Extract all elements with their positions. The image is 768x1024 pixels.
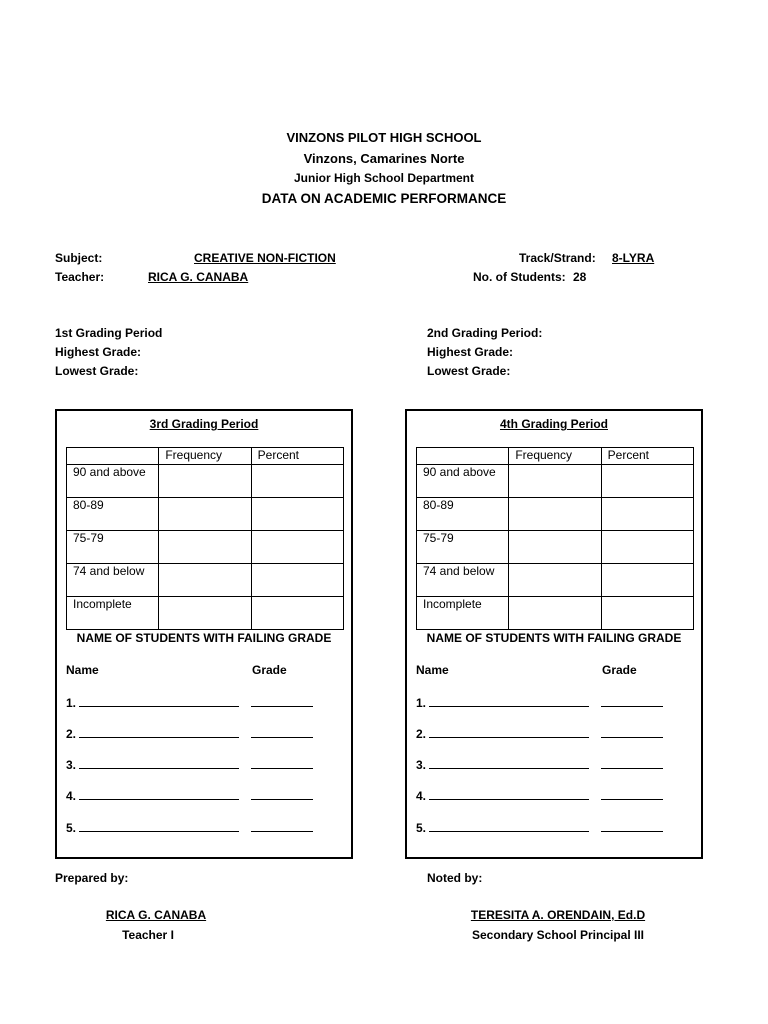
name-blank[interactable] (429, 820, 589, 832)
frequency-cell[interactable] (509, 465, 601, 498)
grade-blank[interactable] (251, 788, 313, 800)
frequency-cell[interactable] (159, 531, 251, 564)
table-row (67, 597, 344, 630)
entry-number: 5. (66, 821, 77, 835)
track-label: Track/Strand: (519, 251, 596, 265)
entry-number: 2. (66, 727, 77, 741)
entry-number: 1. (416, 696, 427, 710)
frequency-cell[interactable] (159, 564, 251, 597)
table-header-percent: Percent (601, 448, 693, 465)
document-title: DATA ON ACADEMIC PERFORMANCE (261, 191, 507, 206)
table-row (417, 498, 694, 531)
failing-entry (66, 695, 313, 710)
failing-entry (66, 820, 313, 835)
name-blank[interactable] (79, 757, 239, 769)
table-header-blank (67, 448, 159, 465)
entry-number: 4. (66, 789, 77, 803)
frequency-cell[interactable] (159, 597, 251, 630)
frequency-cell[interactable] (159, 465, 251, 498)
table-row (67, 564, 344, 597)
row-label: 80-89 (417, 498, 509, 531)
table-row (417, 531, 694, 564)
name-blank[interactable] (79, 820, 239, 832)
frequency-cell[interactable] (509, 597, 601, 630)
noted-by-label: Noted by: (427, 871, 483, 885)
failing-students-heading: NAME OF STUDENTS WITH FAILING GRADE (426, 631, 682, 645)
fourth-period-panel (405, 409, 703, 859)
noter-role: Secondary School Principal III (471, 928, 645, 942)
failing-entry (416, 726, 663, 741)
name-blank[interactable] (79, 695, 239, 707)
percent-cell[interactable] (251, 465, 343, 498)
first-period-label: 1st Grading Period (55, 326, 163, 340)
grade-blank[interactable] (251, 820, 313, 832)
students-label: No. of Students: (473, 270, 566, 284)
failing-entry (416, 788, 663, 803)
name-column-label: Name (416, 663, 449, 677)
name-blank[interactable] (79, 788, 239, 800)
percent-cell[interactable] (251, 531, 343, 564)
frequency-cell[interactable] (159, 498, 251, 531)
first-lowest-label: Lowest Grade: (55, 364, 139, 378)
panel-title: 4th Grading Period (499, 417, 608, 431)
entry-number: 1. (66, 696, 77, 710)
frequency-cell[interactable] (509, 498, 601, 531)
second-lowest-label: Lowest Grade: (427, 364, 511, 378)
row-label: Incomplete (417, 597, 509, 630)
table-row (417, 465, 694, 498)
entry-number: 3. (416, 758, 427, 772)
table-header-frequency: Frequency (509, 448, 601, 465)
percent-cell[interactable] (601, 465, 693, 498)
grade-blank[interactable] (251, 726, 313, 738)
name-blank[interactable] (79, 726, 239, 738)
row-label: 90 and above (67, 465, 159, 498)
teacher-label: Teacher: (55, 270, 105, 284)
entry-number: 2. (416, 727, 427, 741)
track-value: 8-LYRA (612, 251, 655, 265)
name-blank[interactable] (429, 726, 589, 738)
name-blank[interactable] (429, 788, 589, 800)
table-row (417, 564, 694, 597)
subject-label: Subject: (55, 251, 103, 265)
row-label: 74 and below (67, 564, 159, 597)
panel-title: 3rd Grading Period (149, 417, 259, 431)
percent-cell[interactable] (601, 597, 693, 630)
name-blank[interactable] (429, 757, 589, 769)
table-row (417, 597, 694, 630)
failing-entry (66, 788, 313, 803)
row-label: 80-89 (67, 498, 159, 531)
table-row (67, 465, 344, 498)
grade-column-label: Grade (252, 663, 287, 677)
frequency-cell[interactable] (509, 564, 601, 597)
table-header-frequency: Frequency (159, 448, 251, 465)
students-value: 28 (573, 270, 587, 284)
frequency-cell[interactable] (509, 531, 601, 564)
name-column-label: Name (66, 663, 99, 677)
failing-entry (66, 757, 313, 772)
row-label: 90 and above (417, 465, 509, 498)
third-period-panel (55, 409, 353, 859)
name-blank[interactable] (429, 695, 589, 707)
row-label: Incomplete (67, 597, 159, 630)
table-row (67, 498, 344, 531)
grade-distribution-table (416, 447, 694, 630)
grade-distribution-table (66, 447, 344, 630)
percent-cell[interactable] (251, 498, 343, 531)
preparer-name: RICA G. CANABA (105, 908, 207, 922)
noter-name: TERESITA A. ORENDAIN, Ed.D (470, 908, 646, 922)
failing-entry (66, 726, 313, 741)
failing-students-heading: NAME OF STUDENTS WITH FAILING GRADE (76, 631, 332, 645)
grade-blank[interactable] (601, 788, 663, 800)
table-header-blank (417, 448, 509, 465)
grade-column-label: Grade (602, 663, 637, 677)
grade-blank[interactable] (601, 820, 663, 832)
grade-blank[interactable] (251, 757, 313, 769)
percent-cell[interactable] (251, 564, 343, 597)
preparer-role: Teacher I (122, 928, 174, 942)
second-period-label: 2nd Grading Period: (427, 326, 543, 340)
table-row (67, 531, 344, 564)
entry-number: 4. (416, 789, 427, 803)
percent-cell[interactable] (251, 597, 343, 630)
first-highest-label: Highest Grade: (55, 345, 142, 359)
school-name: VINZONS PILOT HIGH SCHOOL (286, 130, 482, 145)
row-label: 74 and below (417, 564, 509, 597)
percent-cell[interactable] (601, 531, 693, 564)
school-location: Vinzons, Camarines Norte (303, 151, 465, 166)
prepared-by-label: Prepared by: (55, 871, 129, 885)
grade-blank[interactable] (601, 695, 663, 707)
failing-entry (416, 757, 663, 772)
second-highest-label: Highest Grade: (427, 345, 514, 359)
department-name: Junior High School Department (293, 171, 474, 185)
percent-cell[interactable] (601, 564, 693, 597)
failing-entry (416, 695, 663, 710)
row-label: 75-79 (67, 531, 159, 564)
grade-blank[interactable] (601, 757, 663, 769)
failing-entry (416, 820, 663, 835)
subject-value: CREATIVE NON-FICTION (194, 251, 336, 265)
teacher-value: RICA G. CANABA (148, 270, 249, 284)
grade-blank[interactable] (251, 695, 313, 707)
entry-number: 5. (416, 821, 427, 835)
row-label: 75-79 (417, 531, 509, 564)
grade-blank[interactable] (601, 726, 663, 738)
percent-cell[interactable] (601, 498, 693, 531)
table-header-percent: Percent (251, 448, 343, 465)
entry-number: 3. (66, 758, 77, 772)
